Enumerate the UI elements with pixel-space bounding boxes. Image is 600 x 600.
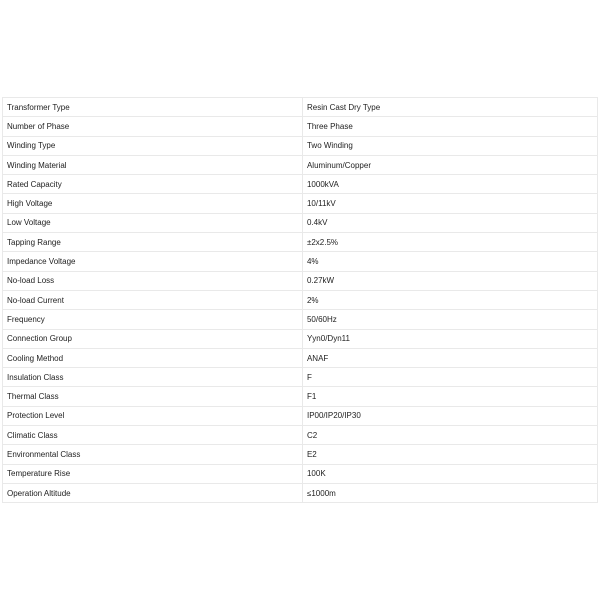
spec-label: Tapping Range xyxy=(3,233,303,252)
spec-label: Winding Material xyxy=(3,155,303,174)
spec-label: No-load Current xyxy=(3,290,303,309)
spec-label: Impedance Voltage xyxy=(3,252,303,271)
spec-value: 4% xyxy=(302,252,597,271)
spec-value: 0.27kW xyxy=(302,271,597,290)
table-row xyxy=(3,213,598,232)
spec-label: Climatic Class xyxy=(3,426,303,445)
spec-value: Aluminum/Copper xyxy=(302,155,597,174)
spec-label: Cooling Method xyxy=(3,348,303,367)
spec-value: C2 xyxy=(302,426,597,445)
table-row xyxy=(3,426,598,445)
table-row xyxy=(3,98,598,117)
table-row xyxy=(3,464,598,483)
spec-value: ≤1000m xyxy=(302,483,597,502)
table-row xyxy=(3,406,598,425)
spec-value: 1000kVA xyxy=(302,175,597,194)
spec-value: 10/11kV xyxy=(302,194,597,213)
table-row xyxy=(3,483,598,502)
spec-label: Low Voltage xyxy=(3,213,303,232)
spec-value: Resin Cast Dry Type xyxy=(302,98,597,117)
spec-value: F1 xyxy=(302,387,597,406)
table-row xyxy=(3,290,598,309)
table-row xyxy=(3,136,598,155)
spec-label: Thermal Class xyxy=(3,387,303,406)
spec-value: Three Phase xyxy=(302,117,597,136)
spec-label: Rated Capacity xyxy=(3,175,303,194)
spec-label: Winding Type xyxy=(3,136,303,155)
spec-value: IP00/IP20/IP30 xyxy=(302,406,597,425)
table-row xyxy=(3,348,598,367)
spec-label: Transformer Type xyxy=(3,98,303,117)
spec-value: 0.4kV xyxy=(302,213,597,232)
spec-value: E2 xyxy=(302,445,597,464)
table-row xyxy=(3,387,598,406)
spec-label: Temperature Rise xyxy=(3,464,303,483)
spec-value: 2% xyxy=(302,290,597,309)
spec-label: Frequency xyxy=(3,310,303,329)
table-row xyxy=(3,117,598,136)
spec-label: Environmental Class xyxy=(3,445,303,464)
table-row xyxy=(3,252,598,271)
spec-label: No-load Loss xyxy=(3,271,303,290)
table-row xyxy=(3,271,598,290)
spec-value: 100K xyxy=(302,464,597,483)
spec-label: Connection Group xyxy=(3,329,303,348)
spec-label: Operation Altitude xyxy=(3,483,303,502)
table-row xyxy=(3,445,598,464)
table-row xyxy=(3,194,598,213)
table-row xyxy=(3,329,598,348)
table-row xyxy=(3,233,598,252)
spec-value: ±2x2.5% xyxy=(302,233,597,252)
spec-label: Number of Phase xyxy=(3,117,303,136)
spec-label: High Voltage xyxy=(3,194,303,213)
spec-label: Protection Level xyxy=(3,406,303,425)
table-row xyxy=(3,368,598,387)
table-row xyxy=(3,155,598,174)
spec-value: ANAF xyxy=(302,348,597,367)
specification-table-body xyxy=(3,98,598,503)
specification-table xyxy=(2,97,598,503)
spec-value: Two Winding xyxy=(302,136,597,155)
spec-value: 50/60Hz xyxy=(302,310,597,329)
table-row xyxy=(3,175,598,194)
spec-value: Yyn0/Dyn11 xyxy=(302,329,597,348)
spec-value: F xyxy=(302,368,597,387)
table-row xyxy=(3,310,598,329)
spec-label: Insulation Class xyxy=(3,368,303,387)
